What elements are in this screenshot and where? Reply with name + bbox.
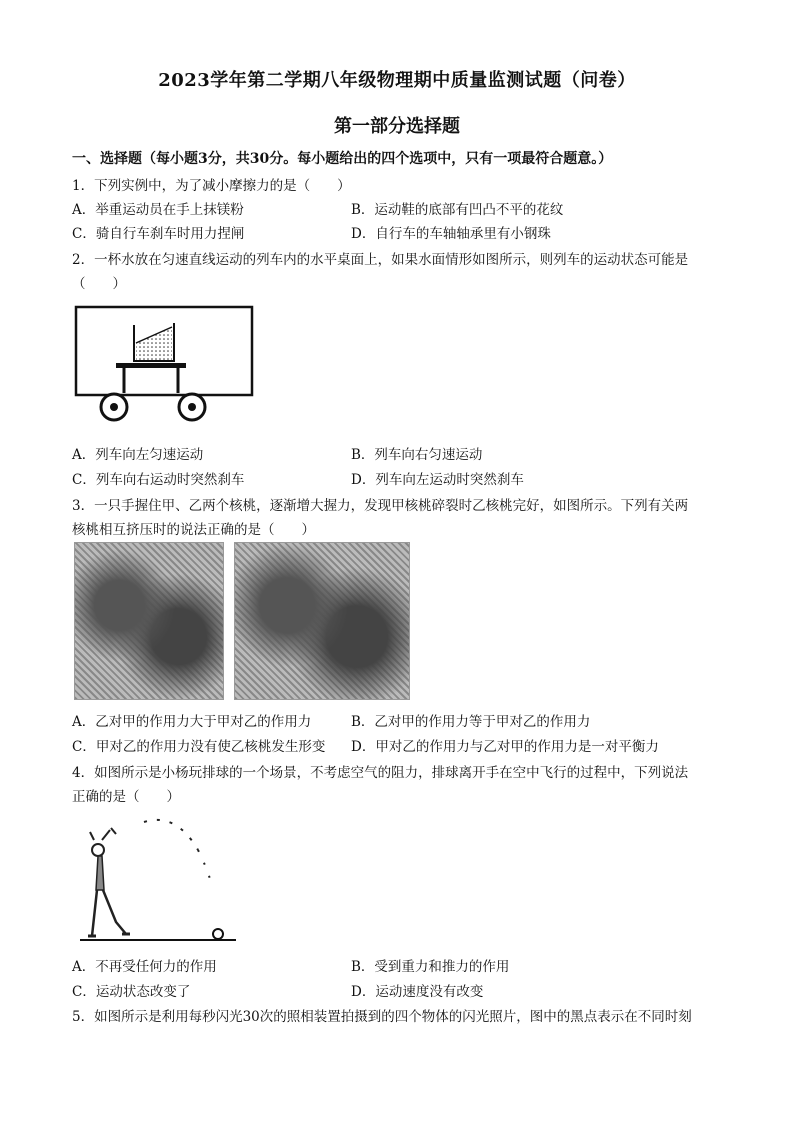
question-3-stem-cont: 核桃相互挤压时的说法正确的是（ ） (72, 522, 315, 538)
walnut-photo-right (234, 542, 410, 700)
question-5-stem: 5．如图所示是利用每秒闪光30次的照相装置拍摄到的四个物体的闪光照片，图中的黑点表示在不同时刻 (72, 1009, 692, 1025)
part-title: 第一部分选择题 (334, 116, 460, 137)
walnut-photo-left (74, 542, 224, 700)
question-3-option-a: A．乙对甲的作用力大于甲对乙的作用力 (72, 714, 312, 730)
question-2-option-b: B．列车向右匀速运动 (351, 447, 483, 463)
question-3-option-b: B．乙对甲的作用力等于甲对乙的作用力 (351, 714, 591, 730)
question-1-option-a: A．举重运动员在手上抹镁粉 (72, 202, 244, 218)
question-1-stem: 1．下列实例中，为了减小摩擦力的是（ ） (72, 178, 351, 194)
question-4-option-b: B．受到重力和推力的作用 (351, 959, 510, 975)
question-4-stem-cont: 正确的是（ ） (72, 789, 180, 805)
question-4-option-c: C．运动状态改变了 (72, 984, 191, 1000)
question-1-option-b: B．运动鞋的底部有凹凸不平的花纹 (351, 202, 564, 218)
volleyball-player-figure (76, 810, 246, 946)
page-title: 2023学年第二学期八年级物理期中质量监测试题（问卷） (158, 70, 636, 91)
question-3-stem: 3．一只手握住甲、乙两个核桃，逐渐增大握力，发现甲核桃碎裂时乙核桃完好，如图所示。下列有关两 (72, 498, 689, 514)
question-2-option-c: C．列车向右运动时突然刹车 (72, 472, 245, 488)
question-2-option-a: A．列车向左匀速运动 (72, 447, 204, 463)
section-heading: 一、选择题（每小题3分，共30分。每小题给出的四个选项中，只有一项最符合题意。） (72, 151, 613, 167)
question-2-stem: 2．一杯水放在匀速直线运动的列车内的水平桌面上，如果水面情形如图所示，则列车的运动状态可能是 (72, 252, 689, 268)
question-1-option-c: C．骑自行车刹车时用力捏闸 (72, 226, 245, 242)
question-2-option-d: D．列车向左运动时突然刹车 (351, 472, 524, 488)
question-3-option-d: D．甲对乙的作用力与乙对甲的作用力是一对平衡力 (351, 739, 659, 755)
question-2-stem-cont: （ ） (72, 276, 126, 292)
train-cart-figure (74, 305, 254, 427)
question-3-option-c: C．甲对乙的作用力没有使乙核桃发生形变 (72, 739, 326, 755)
question-4-stem: 4．如图所示是小杨玩排球的一个场景，不考虑空气的阻力，排球离开手在空中飞行的过程中，下列说法 (72, 765, 689, 781)
question-1-option-d: D．自行车的车轴轴承里有小钢珠 (351, 226, 551, 242)
question-4-option-d: D．运动速度没有改变 (351, 984, 484, 1000)
question-4-option-a: A．不再受任何力的作用 (72, 959, 217, 975)
